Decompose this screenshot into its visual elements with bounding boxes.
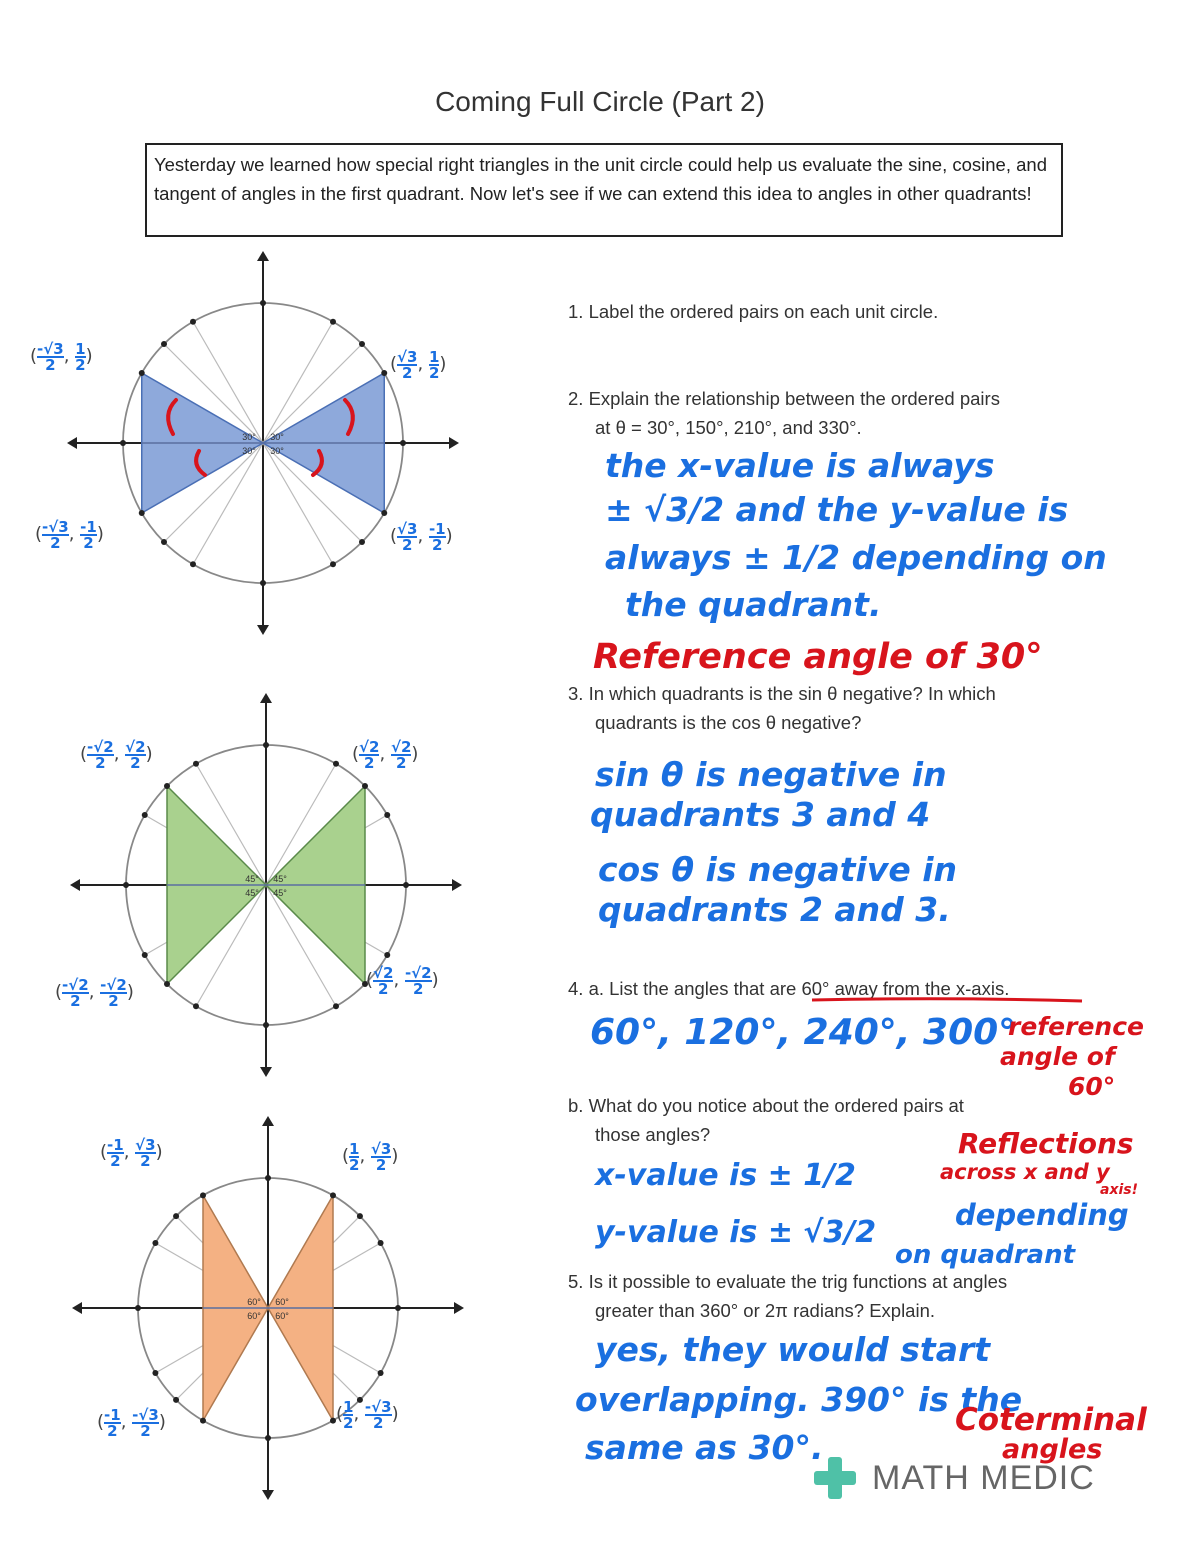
angle-point	[378, 1240, 384, 1246]
paren: (	[390, 525, 398, 547]
angle-point	[265, 1175, 271, 1181]
comma: ,	[123, 1141, 136, 1163]
paren: (	[35, 523, 43, 545]
arrow-down-icon	[260, 1067, 272, 1077]
angle-label: 60°	[247, 1311, 261, 1321]
angle-point	[384, 812, 390, 818]
plus-logo-icon	[812, 1455, 858, 1501]
numerator: -√2	[62, 976, 89, 994]
fraction	[100, 978, 127, 1008]
numerator: -√2	[404, 964, 432, 982]
angle-point	[142, 952, 148, 958]
comma: ,	[417, 525, 429, 547]
denominator: 2	[50, 534, 61, 552]
paren: (	[97, 1411, 105, 1433]
angle-point	[381, 370, 387, 376]
paren: (	[100, 1141, 108, 1163]
angle-point	[333, 1003, 339, 1009]
angle-point	[142, 812, 148, 818]
denominator: 2	[373, 1414, 384, 1432]
arrow-up-icon	[262, 1116, 274, 1126]
paren: )	[96, 523, 104, 545]
numerator: -1	[428, 520, 446, 538]
denominator: 2	[378, 980, 389, 998]
angle-label: 60°	[275, 1297, 289, 1307]
ordered-pair-q2	[30, 342, 93, 372]
answer-2-line3: always ± 1/2 depending on	[605, 538, 1107, 577]
page-title: Coming Full Circle (Part 2)	[435, 86, 765, 117]
angle-point	[161, 539, 167, 545]
paren: )	[85, 345, 93, 367]
answer-2-note: Reference angle of 30°	[593, 637, 1043, 677]
comma: ,	[88, 981, 101, 1003]
fraction	[42, 520, 69, 550]
angle-point	[161, 341, 167, 347]
answer-5-note2: angles	[1002, 1434, 1103, 1465]
paren: )	[391, 1145, 399, 1167]
angle-point	[190, 319, 196, 325]
fraction	[391, 740, 411, 770]
paren: )	[411, 743, 419, 765]
answer-2-line2: ± √3/2 and the y-value is	[605, 490, 1069, 529]
numerator: -√2	[100, 976, 127, 994]
numerator: √3	[370, 1140, 392, 1158]
ordered-pair-q3	[97, 1408, 166, 1438]
numerator: √2	[390, 738, 412, 756]
denominator: 2	[70, 992, 81, 1010]
numerator: -√3	[37, 340, 64, 358]
fraction	[359, 740, 379, 770]
ordered-pair-q1	[352, 740, 418, 770]
angle-label: 60°	[247, 1297, 261, 1307]
arrow-left-icon	[67, 437, 77, 449]
question-2-line1: 2. Explain the relationship between the ordered pairs	[568, 388, 1000, 409]
comma: ,	[353, 1403, 365, 1425]
answer-4b-note2: across x and y	[940, 1160, 1110, 1184]
angle-point	[120, 440, 126, 446]
paren: (	[342, 1145, 350, 1167]
fraction	[135, 1138, 155, 1168]
numerator: √2	[125, 738, 146, 756]
denominator: 2	[140, 1152, 151, 1170]
angle-point	[123, 882, 129, 888]
fraction	[397, 350, 417, 380]
ordered-pair-q4	[390, 522, 453, 552]
angle-label: 30°	[270, 446, 284, 456]
question-5-line2: greater than 360° or 2π radians? Explain.	[595, 1300, 936, 1321]
answer-4b-line2: y-value is ± √3/2	[595, 1215, 877, 1250]
angle-point	[265, 1435, 271, 1441]
angle-point	[173, 1213, 179, 1219]
answer-4a-note2: angle of	[1000, 1042, 1115, 1071]
answer-4b-line3: depending	[955, 1198, 1129, 1232]
angle-label: 60°	[275, 1311, 289, 1321]
answer-5-line2: overlapping. 390° is the	[575, 1380, 1023, 1419]
angle-point	[190, 561, 196, 567]
arrow-down-icon	[262, 1490, 274, 1500]
angle-point	[200, 1418, 206, 1424]
angle-point	[200, 1192, 206, 1198]
arrow-right-icon	[454, 1302, 464, 1314]
denominator: 2	[402, 364, 413, 382]
ordered-pair-q3	[35, 520, 104, 550]
angle-point	[152, 1370, 158, 1376]
angle-point	[260, 300, 266, 306]
fraction	[365, 1400, 392, 1430]
arrow-right-icon	[452, 879, 462, 891]
angle-point	[152, 1240, 158, 1246]
denominator: 2	[402, 536, 413, 554]
answer-5-line3: same as 30°.	[585, 1428, 824, 1467]
denominator: 2	[83, 534, 94, 552]
answer-5-line1: yes, they would start	[595, 1330, 991, 1369]
underline-mark	[810, 996, 1085, 1004]
numerator: -1	[104, 1406, 121, 1424]
answer-2-line1: the x-value is always	[605, 446, 995, 485]
angle-point	[400, 440, 406, 446]
denominator: 2	[364, 754, 375, 772]
angle-point	[330, 561, 336, 567]
angle-label: 30°	[270, 432, 284, 442]
answer-3-line4: quadrants 2 and 3.	[598, 890, 951, 929]
angle-point	[164, 783, 170, 789]
comma: ,	[113, 743, 126, 765]
numerator: -√3	[42, 518, 69, 536]
angle-point	[359, 539, 365, 545]
paren: (	[80, 743, 88, 765]
comma: ,	[359, 1145, 371, 1167]
paren: )	[158, 1411, 166, 1433]
paren: (	[366, 969, 374, 991]
fraction	[107, 1138, 124, 1168]
angle-point	[263, 1022, 269, 1028]
denominator: 2	[140, 1422, 151, 1440]
comma: ,	[120, 1411, 133, 1433]
fraction	[405, 966, 432, 996]
question-4a: 4. a. List the angles that are 60° away from the x-axis.	[568, 978, 1010, 999]
comma: ,	[379, 743, 391, 765]
paren: )	[439, 353, 447, 375]
ordered-pair-q4	[366, 966, 439, 996]
numerator: √3	[397, 348, 418, 366]
denominator: 2	[343, 1414, 354, 1432]
arrow-down-icon	[257, 625, 269, 635]
fraction	[343, 1400, 353, 1430]
paren: )	[431, 969, 439, 991]
paren: (	[30, 345, 38, 367]
numerator: -√2	[87, 738, 114, 756]
paren: )	[155, 1141, 163, 1163]
fraction	[37, 342, 64, 372]
angle-point	[330, 319, 336, 325]
answer-2-line4: the quadrant.	[625, 585, 882, 624]
numerator: -1	[80, 518, 97, 536]
fraction	[125, 740, 145, 770]
comma: ,	[63, 345, 76, 367]
comma: ,	[68, 523, 81, 545]
numerator: 1	[343, 1398, 354, 1416]
angle-point	[164, 981, 170, 987]
paren: (	[390, 353, 398, 375]
question-4b-line2: those angles?	[595, 1124, 711, 1145]
ordered-pair-q1	[342, 1142, 398, 1172]
ordered-pair-q2	[80, 740, 153, 770]
angle-point	[139, 510, 145, 516]
paren: (	[55, 981, 63, 1003]
numerator: 1	[428, 348, 440, 366]
ordered-pair-q1	[390, 350, 446, 380]
angle-point	[378, 1370, 384, 1376]
answer-4a-note3: 60°	[1068, 1072, 1116, 1101]
numerator: -√3	[364, 1398, 392, 1416]
denominator: 2	[95, 754, 106, 772]
fraction	[62, 978, 89, 1008]
arrow-up-icon	[257, 251, 269, 261]
angle-point	[333, 761, 339, 767]
denominator: 2	[395, 754, 407, 772]
fraction	[429, 522, 446, 552]
paren: )	[145, 743, 153, 765]
angle-point	[362, 783, 368, 789]
denominator: 2	[75, 356, 86, 374]
angle-point	[139, 370, 145, 376]
ordered-pair-q4	[336, 1400, 399, 1430]
fraction	[373, 966, 393, 996]
fraction	[87, 740, 114, 770]
denominator: 2	[107, 1422, 118, 1440]
angle-label: 45°	[273, 874, 287, 884]
numerator: √2	[359, 738, 380, 756]
angle-point	[193, 761, 199, 767]
denominator: 2	[130, 754, 141, 772]
paren: (	[336, 1403, 344, 1425]
paren: )	[445, 525, 453, 547]
answer-3-line2: quadrants 3 and 4	[590, 795, 931, 834]
fraction	[349, 1142, 359, 1172]
angle-point	[263, 742, 269, 748]
fraction	[132, 1408, 159, 1438]
ordered-pair-q2	[100, 1138, 163, 1168]
denominator: 2	[375, 1156, 387, 1174]
numerator: 1	[349, 1140, 360, 1158]
answer-4a: 60°, 120°, 240°, 300°	[590, 1012, 1017, 1053]
paren: (	[352, 743, 360, 765]
fraction	[371, 1142, 391, 1172]
angle-point	[260, 580, 266, 586]
angle-label: 30°	[242, 432, 256, 442]
fraction	[104, 1408, 121, 1438]
question-1: 1. Label the ordered pairs on each unit circle.	[568, 301, 939, 322]
numerator: -√3	[132, 1406, 159, 1424]
angle-point	[384, 952, 390, 958]
numerator: 1	[75, 340, 86, 358]
angle-label: 45°	[245, 874, 259, 884]
angle-point	[193, 1003, 199, 1009]
answer-4b-note1: Reflections	[958, 1127, 1134, 1160]
angle-point	[359, 341, 365, 347]
numerator: -1	[107, 1136, 124, 1154]
angle-label: 30°	[242, 446, 256, 456]
numerator: √2	[373, 964, 394, 982]
angle-label: 45°	[245, 888, 259, 898]
question-3-line2: quadrants is the cos θ negative?	[595, 712, 862, 733]
answer-3-line1: sin θ is negative in	[595, 755, 947, 794]
question-5-line1: 5. Is it possible to evaluate the trig functions at angles	[568, 1271, 1008, 1292]
denominator: 2	[110, 1152, 121, 1170]
denominator: 2	[349, 1156, 360, 1174]
angle-point	[381, 510, 387, 516]
comma: ,	[393, 969, 405, 991]
angle-point	[357, 1213, 363, 1219]
answer-4b-line4: on quadrant	[895, 1240, 1076, 1270]
angle-label: 45°	[273, 888, 287, 898]
numerator: √3	[135, 1136, 156, 1154]
angle-point	[403, 882, 409, 888]
denominator: 2	[413, 980, 424, 998]
fraction	[80, 520, 97, 550]
comma: ,	[417, 353, 429, 375]
arrow-up-icon	[260, 693, 272, 703]
denominator: 2	[428, 364, 440, 382]
question-2-line2: at θ = 30°, 150°, 210°, and 330°.	[595, 417, 862, 438]
denominator: 2	[432, 536, 443, 554]
fraction	[397, 522, 417, 552]
angle-point	[173, 1397, 179, 1403]
math-medic-logo	[812, 1455, 1095, 1501]
fraction	[75, 342, 85, 372]
logo-text: MATH MEDIC	[872, 1458, 1095, 1497]
numerator: √3	[397, 520, 418, 538]
answer-3-line3: cos θ is negative in	[598, 850, 958, 889]
arrow-left-icon	[70, 879, 80, 891]
denominator: 2	[45, 356, 56, 374]
arrow-right-icon	[449, 437, 459, 449]
denominator: 2	[108, 992, 119, 1010]
ordered-pair-q3	[55, 978, 134, 1008]
answer-4b-note3: axis!	[1100, 1182, 1138, 1198]
angle-point	[330, 1192, 336, 1198]
question-4b-line1: b. What do you notice about the ordered pairs at	[568, 1095, 964, 1116]
answer-4a-note1: reference	[1008, 1012, 1144, 1041]
arrow-left-icon	[72, 1302, 82, 1314]
paren: )	[126, 981, 134, 1003]
paren: )	[391, 1403, 399, 1425]
intro-box: Yesterday we learned how special right triangles in the unit circle could help us evaluate the sine, cosine, and tangent of angles in the first quadrant. Now let's see if we can extend this idea to angles in other quadrants!	[145, 143, 1063, 237]
question-3-line1: 3. In which quadrants is the sin θ negative? In which	[568, 683, 996, 704]
answer-4b-line1: x-value is ± 1/2	[595, 1158, 856, 1193]
angle-point	[135, 1305, 141, 1311]
answer-5-note1: Coterminal	[955, 1402, 1147, 1438]
angle-point	[395, 1305, 401, 1311]
fraction	[429, 350, 439, 380]
